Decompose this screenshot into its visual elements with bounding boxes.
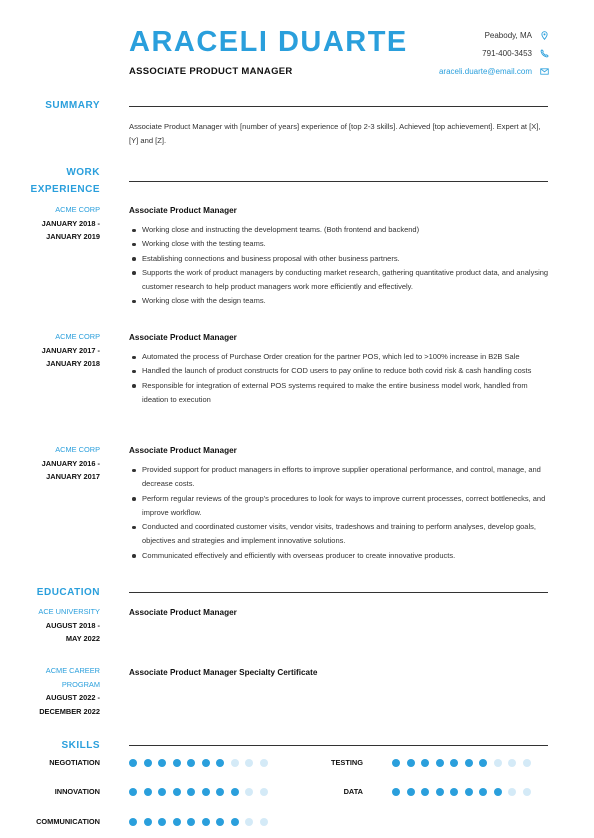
skill-dot — [436, 788, 444, 796]
skill-dot — [494, 759, 502, 767]
phone-text: 791-400-3453 — [482, 49, 532, 58]
skill-rating — [129, 788, 268, 796]
job-dates: JANUARY 2018 - — [41, 218, 100, 228]
job-dates: JANUARY 2016 - — [41, 458, 100, 468]
skill-dot — [202, 818, 210, 826]
skill-dot — [187, 759, 195, 767]
job-bullets — [129, 350, 549, 407]
skill-dot — [202, 759, 210, 767]
job-dates: JANUARY 2017 — [46, 472, 100, 481]
education-meta — [0, 605, 100, 646]
education-org: ACME CAREER — [45, 666, 100, 675]
location-pin-icon — [540, 31, 549, 40]
list-item: Working close with the design teams. — [129, 294, 549, 308]
education-org: ACE UNIVERSITY — [38, 607, 100, 616]
job-bullets — [129, 463, 549, 563]
list-item: Supports the work of product managers by conducting market research, gathering quantitative product data, and analysing customer research to help product managers work more efficiently and effectively. — [129, 266, 549, 295]
skill-dot — [216, 759, 224, 767]
skill-dot — [231, 788, 239, 796]
skill-dot — [245, 788, 253, 796]
skill-dot — [202, 788, 210, 796]
job-dates: JANUARY 2018 — [46, 359, 100, 368]
candidate-name: ARACELI DUARTE — [129, 26, 408, 58]
list-item: Working close and instructing the development teams. (Both frontend and backend) — [129, 223, 549, 237]
education-org: PROGRAM — [61, 679, 100, 689]
job-org: ACME CORP — [55, 332, 100, 341]
list-item: Working close with the testing teams. — [129, 237, 549, 251]
job-dates: JANUARY 2019 — [46, 232, 100, 241]
summary-text: Associate Product Manager with [number of years] experience of [top 2-3 skills]. Achieved [top achievement]. Expert at [X], [Y] and [Z]. — [129, 122, 541, 146]
skill-dot — [523, 788, 531, 796]
skill-name: DATA — [343, 787, 363, 796]
skill-rating — [392, 788, 531, 796]
skill-name: NEGOTIATION — [49, 758, 100, 767]
section-title-education: EDUCATION — [36, 587, 100, 598]
skill-dot — [245, 818, 253, 826]
skill-dot — [173, 818, 181, 826]
skill-dot — [421, 759, 429, 767]
email-text[interactable]: araceli.duarte@email.com — [438, 67, 532, 76]
skill-dot — [407, 788, 415, 796]
skill-dot — [508, 759, 516, 767]
divider — [129, 106, 548, 107]
job-role: Associate Product Manager — [129, 446, 237, 455]
skill-dot — [465, 788, 473, 796]
skill-name: COMMUNICATION — [36, 817, 100, 826]
skill-dot — [450, 759, 458, 767]
job-dates: JANUARY 2017 - — [41, 345, 100, 355]
skill-dot — [465, 759, 473, 767]
skill-dot — [144, 818, 152, 826]
skill-dot — [129, 788, 137, 796]
contact-email[interactable] — [439, 67, 549, 76]
list-item: Establishing connections and business proposal with other business partners. — [129, 252, 549, 266]
skill-rating — [129, 818, 268, 826]
skill-dot — [158, 818, 166, 826]
education-dates: AUGUST 2022 - — [45, 693, 100, 702]
skill-dot — [173, 788, 181, 796]
skill-dot — [407, 759, 415, 767]
section-title-experience — [0, 164, 100, 198]
job-role: Associate Product Manager — [129, 206, 237, 215]
skill-dot — [523, 759, 531, 767]
skill-dot — [392, 759, 400, 767]
skill-dot — [245, 759, 253, 767]
skill-dot — [436, 759, 444, 767]
skill-name: INNOVATION — [54, 787, 100, 796]
section-title-summary: SUMMARY — [45, 100, 100, 111]
phone-icon — [540, 49, 549, 58]
education-dates: AUGUST 2018 - — [45, 620, 100, 630]
job-meta — [0, 330, 100, 371]
job-org: ACME CORP — [55, 445, 100, 454]
skill-dot — [450, 788, 458, 796]
skill-dot — [158, 759, 166, 767]
skill-dot — [231, 818, 239, 826]
skill-dot — [392, 788, 400, 796]
divider — [129, 181, 548, 182]
location-text: Peabody, MA — [484, 31, 532, 40]
skill-dot — [129, 759, 137, 767]
skill-dot — [260, 818, 268, 826]
skill-dot — [479, 788, 487, 796]
divider — [129, 745, 548, 746]
skill-name: TESTING — [330, 758, 363, 767]
job-bullets — [129, 223, 549, 309]
divider — [129, 592, 548, 593]
skill-dot — [508, 788, 516, 796]
skill-rating — [129, 759, 268, 767]
job-org: ACME CORP — [55, 205, 100, 214]
section-title-line: WORK — [66, 167, 100, 178]
skill-dot — [187, 788, 195, 796]
skill-dot — [173, 759, 181, 767]
skill-dot — [231, 759, 239, 767]
skill-dot — [129, 818, 137, 826]
job-meta — [0, 443, 100, 484]
contact-location — [485, 31, 549, 40]
skill-dot — [494, 788, 502, 796]
skill-dot — [216, 818, 224, 826]
list-item: Perform regular reviews of the group's procedures to look for ways to improve current processes, correct bottlenecks, and improve workflow. — [129, 492, 549, 521]
list-item: Communicated effectively and efficiently with overseas producer to create innovative products. — [129, 549, 549, 563]
skill-dot — [479, 759, 487, 767]
job-role: Associate Product Manager — [129, 333, 237, 342]
skill-dot — [421, 788, 429, 796]
section-title-skills: SKILLS — [61, 740, 100, 751]
skill-dot — [144, 759, 152, 767]
education-meta — [0, 664, 100, 718]
contact-phone — [482, 49, 549, 58]
list-item: Automated the process of Purchase Order creation for the partner POS, which led to >100% increase in B2B Sale — [129, 350, 549, 364]
skill-rating — [392, 759, 531, 767]
skill-dot — [144, 788, 152, 796]
envelope-icon — [540, 67, 549, 76]
skill-dot — [216, 788, 224, 796]
skill-dot — [187, 818, 195, 826]
list-item: Responsible for integration of external POS systems required to make the entire business model work, handled from ideation to execution — [129, 379, 549, 408]
candidate-title: ASSOCIATE PRODUCT MANAGER — [129, 66, 293, 77]
education-dates: MAY 2022 — [65, 634, 100, 643]
education-degree: Associate Product Manager — [129, 608, 237, 617]
list-item: Provided support for product managers in efforts to improve supplier operational performance, and control, manage, and decrease costs. — [129, 463, 549, 492]
skill-dot — [158, 788, 166, 796]
list-item: Conducted and coordinated customer visits, vendor visits, tradeshows and training to perform analyses, develop goals, objectives and strategies and implement innovative solutions. — [129, 520, 549, 549]
section-title-line: EXPERIENCE — [30, 184, 100, 195]
education-degree: Associate Product Manager Specialty Certificate — [129, 668, 318, 677]
job-meta — [0, 203, 100, 244]
education-dates: DECEMBER 2022 — [39, 706, 100, 716]
list-item: Handled the launch of product constructs for COD users to pay online to reduce both covid risk & cash handling costs — [129, 364, 549, 378]
